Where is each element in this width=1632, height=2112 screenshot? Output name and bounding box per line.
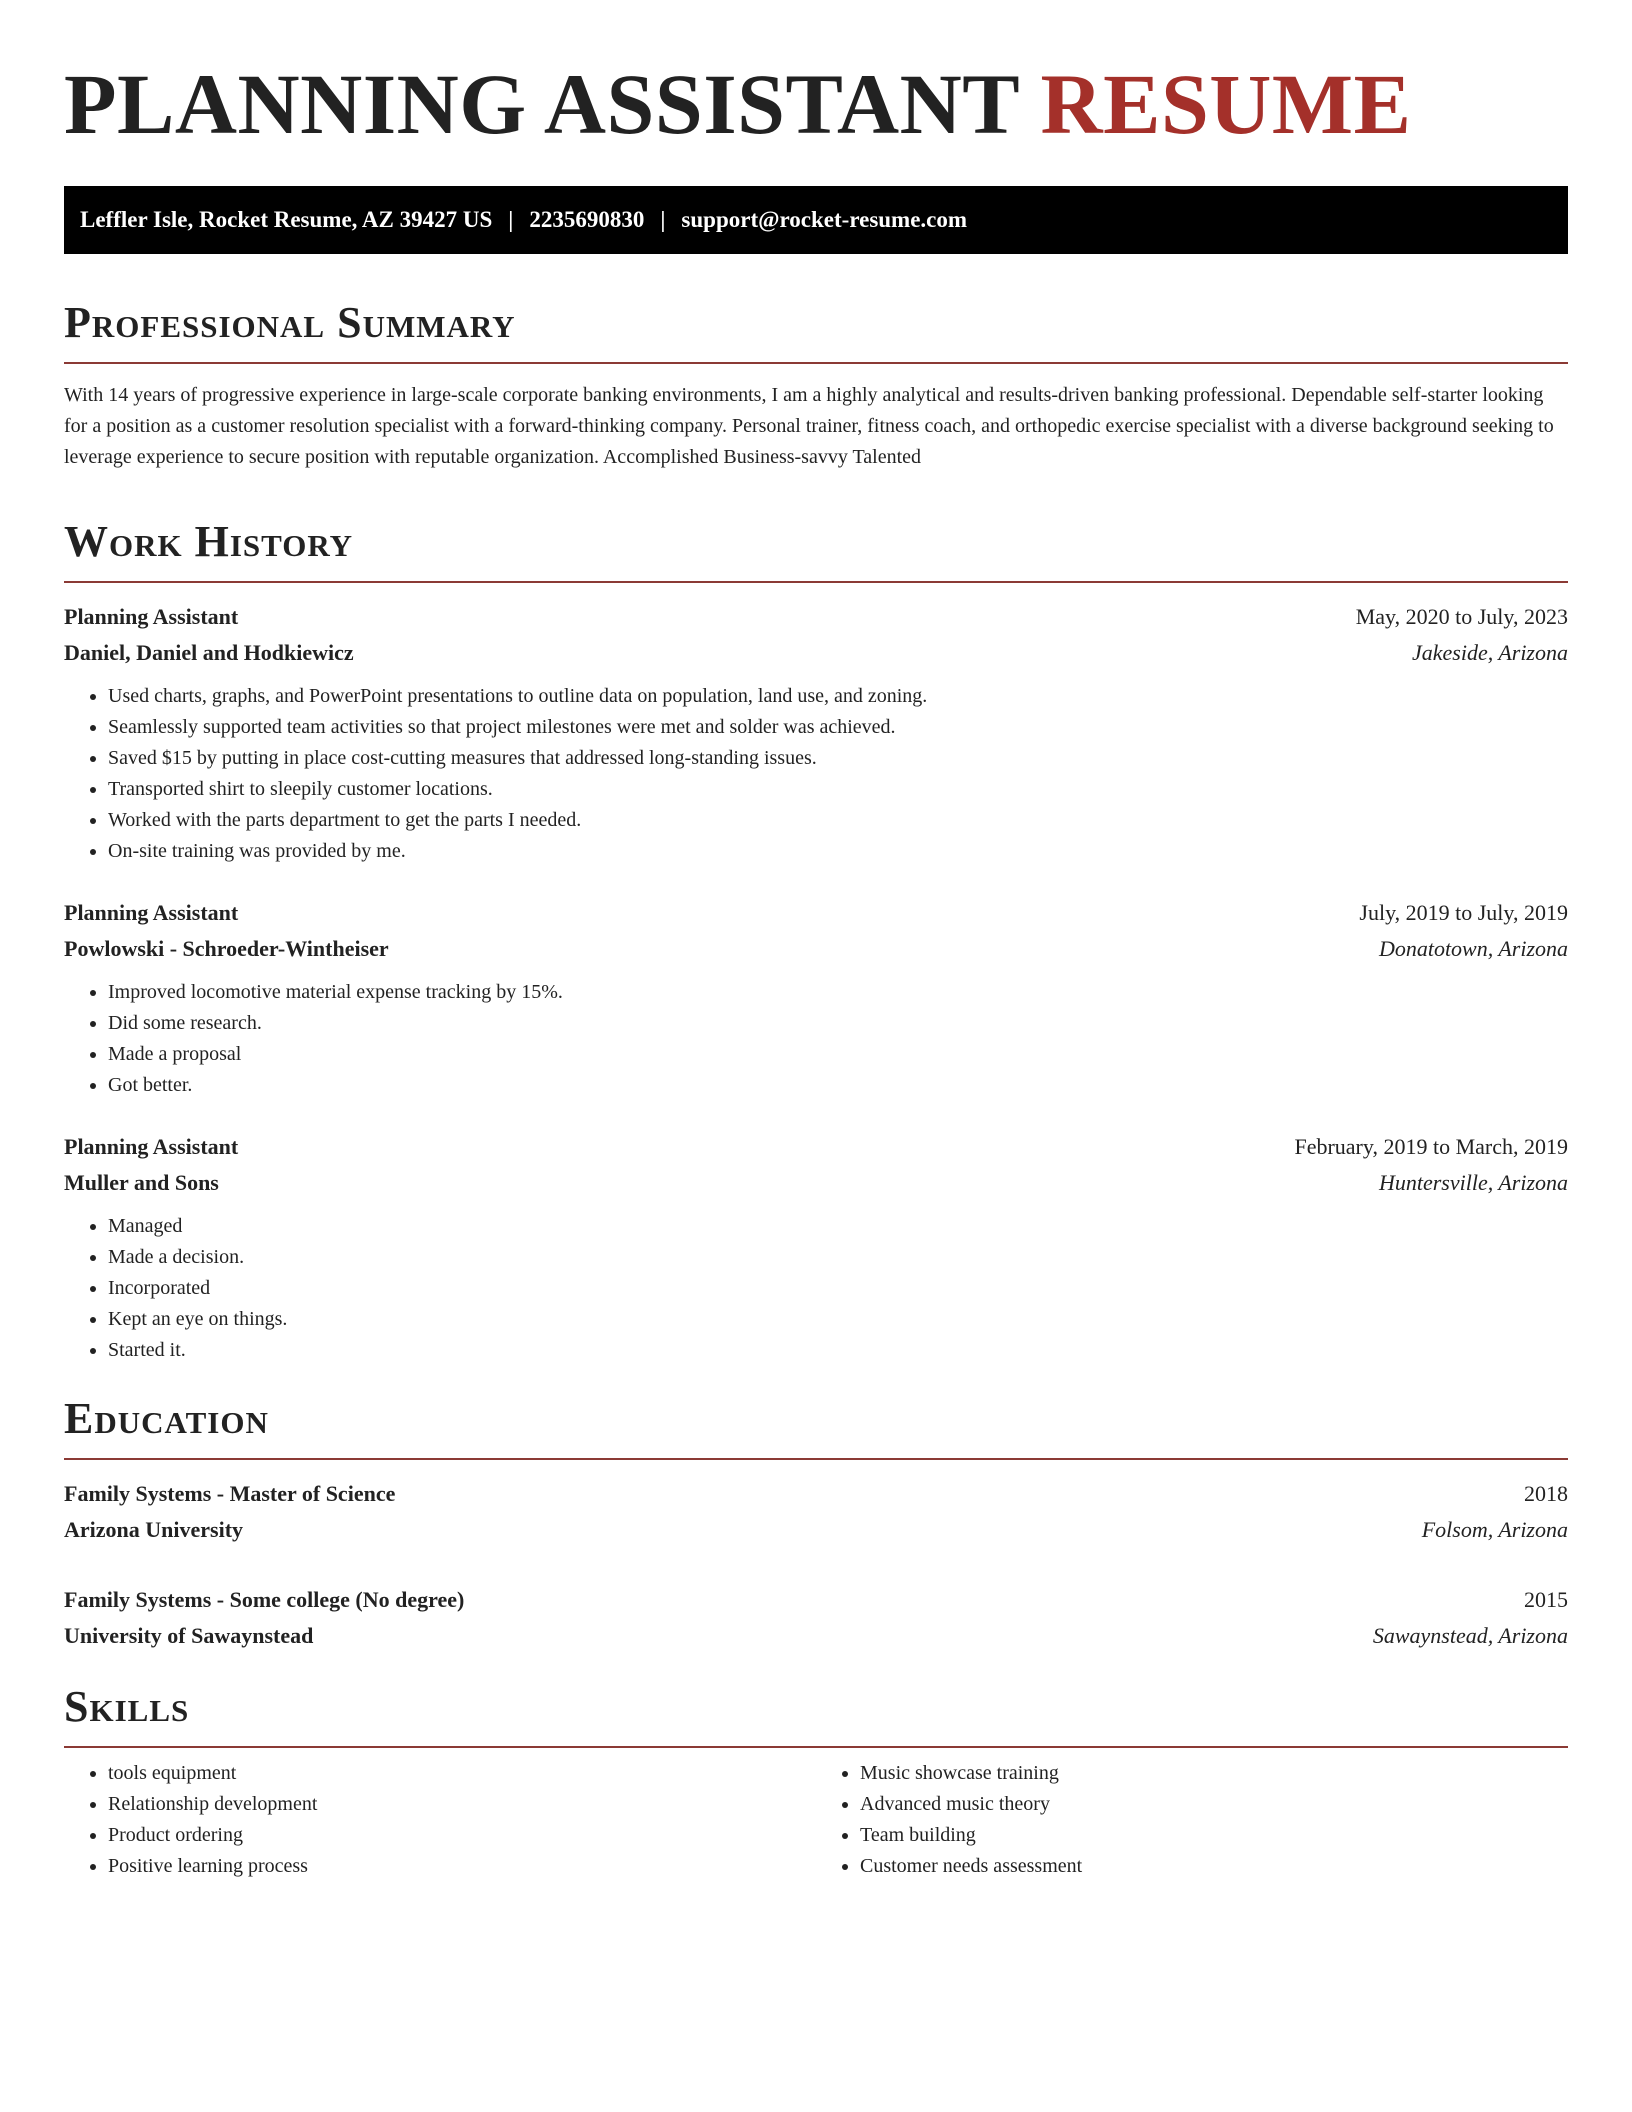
- contact-separator: |: [508, 207, 514, 232]
- job-bullet: • On-site training was provided by me.: [108, 836, 1568, 867]
- job-bullet: • Got better.: [108, 1070, 1568, 1101]
- skill-item: • Positive learning process: [108, 1851, 816, 1882]
- job-bullet: • Saved $15 by putting in place cost-cutting measures that addressed long-standing issues.: [108, 743, 1568, 774]
- job-bullet: • Managed: [108, 1211, 1568, 1242]
- education-entry: [64, 1582, 1568, 1654]
- skill-item: • Advanced music theory: [860, 1789, 1568, 1820]
- education-school: University of Sawaynstead: [64, 1623, 314, 1648]
- contact-phone: 2235690830: [529, 207, 645, 232]
- job-bullet: • Used charts, graphs, and PowerPoint presentations to outline data on population, land use, and zoning.: [108, 681, 1568, 712]
- education-degree: Family Systems - Some college (No degree): [64, 1587, 465, 1612]
- contact-separator: |: [660, 207, 666, 232]
- job-title: Planning Assistant: [64, 900, 239, 925]
- job-bullet: • Kept an eye on things.: [108, 1304, 1568, 1335]
- education-year: 2015: [1524, 1587, 1568, 1612]
- resume-title: [64, 56, 1568, 152]
- job-bullets: [64, 681, 1568, 867]
- job-company: Daniel, Daniel and Hodkiewicz: [64, 640, 354, 665]
- title-main: PLANNING ASSISTANT: [64, 56, 1019, 152]
- job-company: Powlowski - Schroeder-Wintheiser: [64, 936, 389, 961]
- job-title: Planning Assistant: [64, 604, 239, 629]
- job-bullets: [64, 977, 1568, 1101]
- job-bullet: • Did some research.: [108, 1008, 1568, 1039]
- section-heading: Work History: [64, 517, 354, 566]
- contact-bar: [64, 186, 1568, 254]
- section-divider: [64, 1746, 1568, 1748]
- contact-address: Leffler Isle, Rocket Resume, AZ 39427 US: [80, 207, 493, 232]
- title-accent: RESUME: [1040, 56, 1412, 152]
- job-bullet: • Incorporated: [108, 1273, 1568, 1304]
- education-location: Folsom, Arizona: [1421, 1517, 1568, 1542]
- job-location: Huntersville, Arizona: [1378, 1170, 1568, 1195]
- job-location: Jakeside, Arizona: [1411, 640, 1568, 665]
- education-section: [64, 1394, 1568, 1654]
- skill-item: • Music showcase training: [860, 1758, 1568, 1789]
- section-divider: [64, 362, 1568, 364]
- summary-text: With 14 years of progressive experience in large-scale corporate banking environments, I am a highly analytical and results-driven banking professional. Dependable self-starter looking for a position as a customer resolution specialist with a forward-thinking company. Personal trainer, fitness coach, and orthopedic exercise specialist with a diverse background seeking to leverage experience to secure position with reputable organization. Accomplished Business-savvy Talented: [64, 384, 1554, 468]
- summary-section: [64, 298, 1568, 473]
- job-bullet: • Transported shirt to sleepily customer locations.: [108, 774, 1568, 805]
- skill-item: • Customer needs assessment: [860, 1851, 1568, 1882]
- job-bullet: • Improved locomotive material expense tracking by 15%.: [108, 977, 1568, 1008]
- contact-email[interactable]: support@rocket-resume.com: [681, 207, 968, 232]
- job-bullet: • Started it.: [108, 1335, 1568, 1366]
- job-company: Muller and Sons: [64, 1170, 219, 1195]
- education-school: Arizona University: [64, 1517, 244, 1542]
- skill-item: • tools equipment: [108, 1758, 816, 1789]
- skill-item: • Relationship development: [108, 1789, 816, 1820]
- job-entry: [64, 599, 1568, 867]
- section-heading: Skills: [64, 1682, 190, 1731]
- education-location: Sawaynstead, Arizona: [1372, 1623, 1568, 1648]
- section-divider: [64, 581, 1568, 583]
- skill-item: • Team building: [860, 1820, 1568, 1851]
- work-history-section: [64, 517, 1568, 1366]
- education-degree: Family Systems - Master of Science: [64, 1481, 396, 1506]
- job-dates: July, 2019 to July, 2019: [1359, 900, 1568, 925]
- skills-list-left: [64, 1758, 816, 1882]
- education-year: 2018: [1524, 1481, 1568, 1506]
- job-dates: February, 2019 to March, 2019: [1294, 1134, 1568, 1159]
- education-entry: [64, 1476, 1568, 1548]
- job-location: Donatotown, Arizona: [1378, 936, 1568, 961]
- job-bullet: • Made a proposal: [108, 1039, 1568, 1070]
- job-dates: May, 2020 to July, 2023: [1355, 604, 1568, 629]
- job-title: Planning Assistant: [64, 1134, 239, 1159]
- job-bullet: • Seamlessly supported team activities so that project milestones were met and solder was achieved.: [108, 712, 1568, 743]
- job-entry: [64, 895, 1568, 1101]
- skill-item: • Product ordering: [108, 1820, 816, 1851]
- job-entry: [64, 1129, 1568, 1366]
- section-heading: Education: [64, 1394, 269, 1443]
- section-heading: Professional Summary: [64, 298, 516, 347]
- job-bullet: • Made a decision.: [108, 1242, 1568, 1273]
- skills-list-right: [816, 1758, 1568, 1882]
- skills-section: [64, 1682, 1568, 1882]
- skills-columns: [64, 1758, 1568, 1882]
- section-divider: [64, 1458, 1568, 1460]
- job-bullet: • Worked with the parts department to get the parts I needed.: [108, 805, 1568, 836]
- job-bullets: [64, 1211, 1568, 1366]
